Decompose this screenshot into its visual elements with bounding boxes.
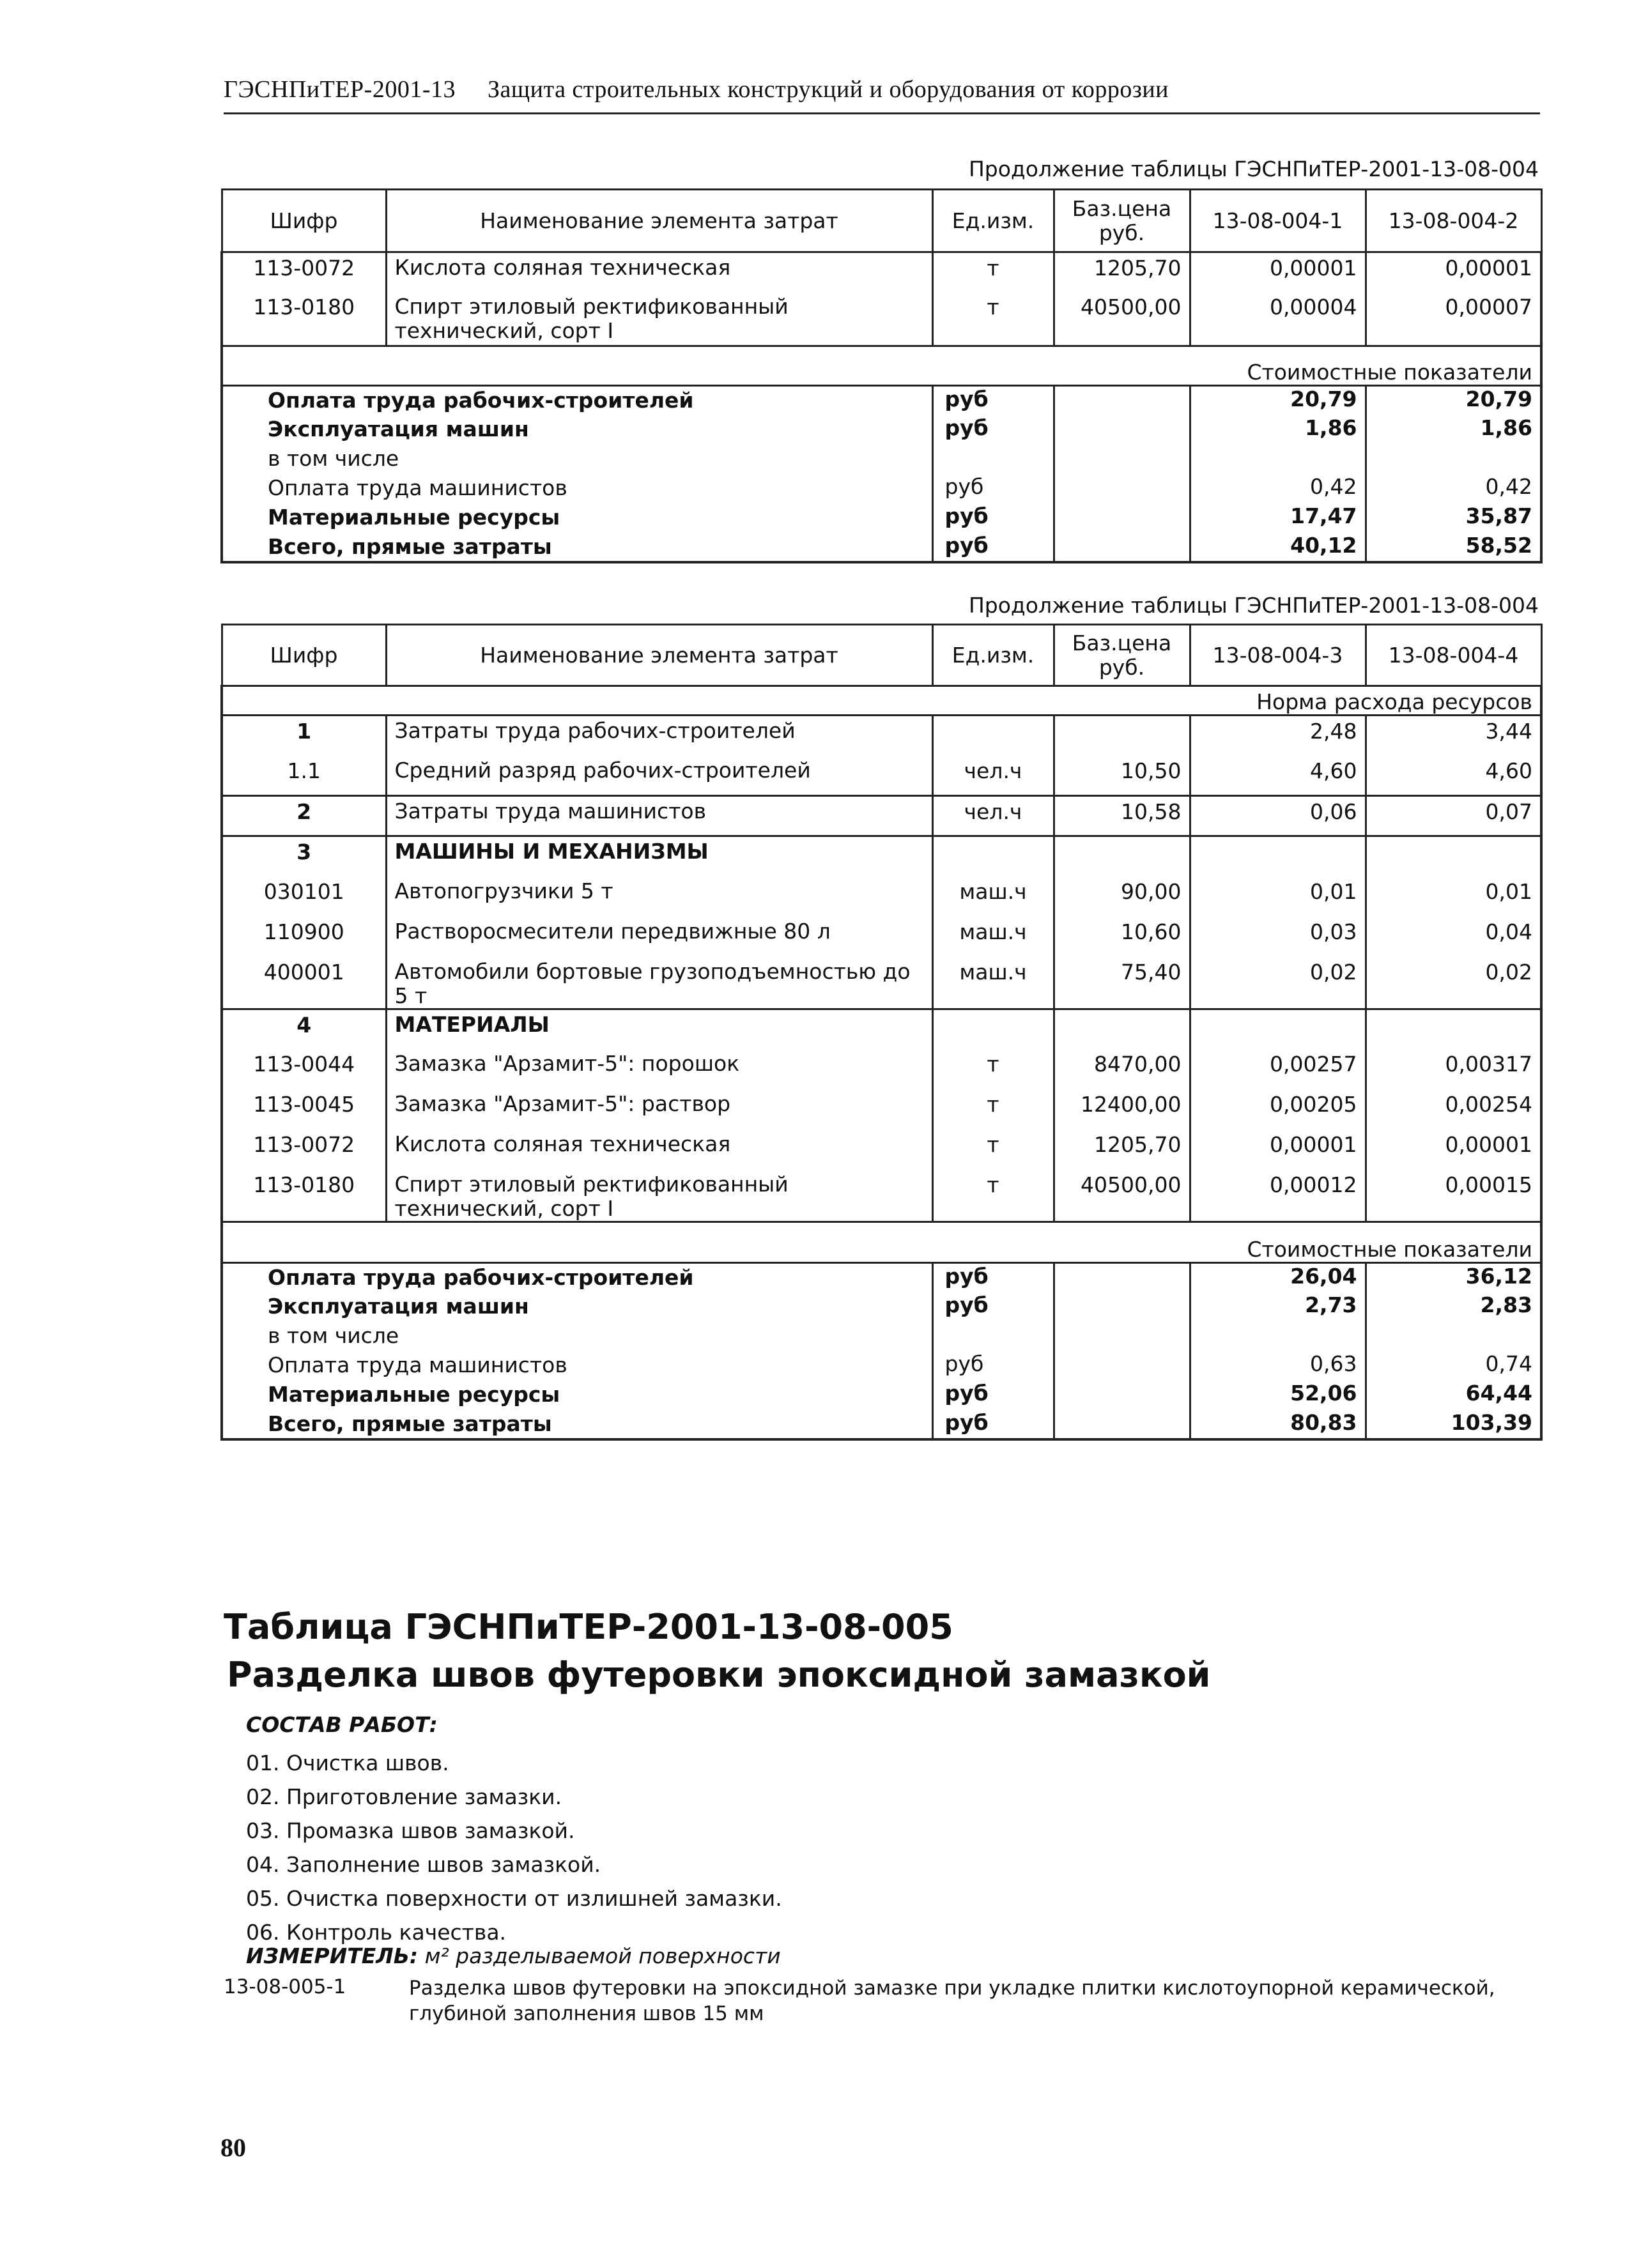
row-code: 113-0180 xyxy=(222,1170,386,1222)
meter-label: ИЗМЕРИТЕЛЬ: xyxy=(246,1943,419,1968)
col-price: Баз.цена руб. xyxy=(1054,625,1190,686)
cost-unit: руб xyxy=(932,533,1054,562)
row-value-2: 3,44 xyxy=(1366,716,1541,756)
cost-value-1: 80,83 xyxy=(1190,1410,1366,1439)
row-price: 10,58 xyxy=(1054,796,1190,836)
cost-section-label: Стоимостные показатели xyxy=(222,1222,1541,1263)
row-name: Автомобили бортовые грузоподъемностью до 5 т xyxy=(386,957,932,1009)
cost-unit xyxy=(932,445,1054,474)
row-value-1: 0,00004 xyxy=(1190,292,1366,346)
row-code: 113-0044 xyxy=(222,1049,386,1089)
row-value-1: 0,00257 xyxy=(1190,1049,1366,1089)
table-row xyxy=(222,917,1541,957)
row-value-2: 0,00007 xyxy=(1366,292,1541,346)
row-name: МАШИНЫ И МЕХАНИЗМЫ xyxy=(386,836,932,877)
row-unit xyxy=(932,836,1054,877)
row-unit: т xyxy=(932,1049,1054,1089)
table-row xyxy=(222,1009,1541,1049)
row-value-2: 0,07 xyxy=(1366,796,1541,836)
table-row xyxy=(222,716,1541,756)
cost-value-1: 0,42 xyxy=(1190,474,1366,503)
cost-name: Оплата труда машинистов xyxy=(222,474,932,503)
col-unit: Ед.изм. xyxy=(932,190,1054,252)
cost-name: в том числе xyxy=(222,445,932,474)
row-value-1: 0,02 xyxy=(1190,957,1366,1009)
cost-empty xyxy=(1054,1410,1190,1439)
cost-empty xyxy=(1054,1322,1190,1351)
cost-empty xyxy=(1054,445,1190,474)
cost-value-2: 103,39 xyxy=(1366,1410,1541,1439)
cost-empty xyxy=(1054,503,1190,533)
cost-name: Эксплуатация машин xyxy=(222,415,932,445)
row-value-1: 0,00001 xyxy=(1190,1130,1366,1170)
row-value-2: 0,00317 xyxy=(1366,1049,1541,1089)
row-price: 8470,00 xyxy=(1054,1049,1190,1089)
cost-value-2 xyxy=(1366,445,1541,474)
row-price: 1205,70 xyxy=(1054,1130,1190,1170)
row-price: 90,00 xyxy=(1054,877,1190,917)
row-code: 113-0072 xyxy=(222,1130,386,1170)
row-code: 400001 xyxy=(222,957,386,1009)
cost-row xyxy=(222,474,1541,503)
row-code: 030101 xyxy=(222,877,386,917)
row-value-1: 0,00012 xyxy=(1190,1170,1366,1222)
row-name: Кислота соляная техническая xyxy=(386,252,932,292)
row-unit: т xyxy=(932,1089,1054,1130)
row-price xyxy=(1054,1009,1190,1049)
row-value-1: 2,48 xyxy=(1190,716,1366,756)
col-name: Наименование элемента затрат xyxy=(386,625,932,686)
col-rate-4: 13-08-004-4 xyxy=(1366,625,1541,686)
cost-row xyxy=(222,415,1541,445)
cost-row xyxy=(222,386,1541,415)
table-row xyxy=(222,836,1541,877)
col-rate-3: 13-08-004-3 xyxy=(1190,625,1366,686)
row-price: 10,60 xyxy=(1054,917,1190,957)
cost-section-row xyxy=(222,1222,1541,1263)
table-subtitle: Разделка швов футеровки эпоксидной замазкой xyxy=(227,1655,1211,1695)
row-name: Спирт этиловый ректификованный технический, сорт I xyxy=(386,292,932,346)
row-price: 1205,70 xyxy=(1054,252,1190,292)
cost-empty xyxy=(1054,1381,1190,1410)
table-row xyxy=(222,756,1541,796)
cost-row xyxy=(222,445,1541,474)
row-unit: т xyxy=(932,1170,1054,1222)
cost-unit: руб xyxy=(932,1410,1054,1439)
table2-continuation: Продолжение таблицы ГЭСНПиТЕР-2001-13-08-004 xyxy=(968,593,1539,618)
cost-row xyxy=(222,1322,1541,1351)
cost-row xyxy=(222,1292,1541,1322)
cost-row xyxy=(222,1381,1541,1410)
row-unit: чел.ч xyxy=(932,756,1054,796)
row-code: 113-0180 xyxy=(222,292,386,346)
header-title: Защита строительных конструкций и оборудования от коррозии xyxy=(488,76,1169,103)
row-value-1: 0,03 xyxy=(1190,917,1366,957)
cost-value-1: 1,86 xyxy=(1190,415,1366,445)
cost-unit: руб xyxy=(932,1292,1054,1322)
table-row xyxy=(222,1049,1541,1089)
cost-unit: руб xyxy=(932,1351,1054,1381)
meter-line xyxy=(246,1943,781,1968)
table-title: Таблица ГЭСНПиТЕР-2001-13-08-005 xyxy=(224,1607,953,1647)
row-value-1 xyxy=(1190,836,1366,877)
row-value-2: 0,04 xyxy=(1366,917,1541,957)
table-row xyxy=(222,1130,1541,1170)
cost-value-1: 52,06 xyxy=(1190,1381,1366,1410)
header-code: ГЭСНПиТЕР-2001-13 xyxy=(224,76,456,103)
row-price: 40500,00 xyxy=(1054,292,1190,346)
row-unit xyxy=(932,1009,1054,1049)
cost-empty xyxy=(1054,415,1190,445)
col-unit: Ед.изм. xyxy=(932,625,1054,686)
cost-value-1: 17,47 xyxy=(1190,503,1366,533)
cost-value-2: 2,83 xyxy=(1366,1292,1541,1322)
cost-value-2: 0,42 xyxy=(1366,474,1541,503)
resource-table-1 xyxy=(220,188,1543,563)
rate-description: Разделка швов футеровки на эпоксидной замазке при укладке плитки кислотоупорной керамической, глубиной заполнения швов 15 мм xyxy=(409,1977,1495,2025)
composition-label: СОСТАВ РАБОТ: xyxy=(246,1712,438,1737)
cost-empty xyxy=(1054,1292,1190,1322)
cost-value-2: 20,79 xyxy=(1366,386,1541,415)
row-code: 3 xyxy=(222,836,386,877)
cost-unit xyxy=(932,1322,1054,1351)
step-item: 04. Заполнение швов замазкой. xyxy=(246,1852,601,1877)
col-code: Шифр xyxy=(222,190,386,252)
row-value-2: 0,00001 xyxy=(1366,252,1541,292)
cost-section-row xyxy=(222,346,1541,386)
cost-empty xyxy=(1054,533,1190,562)
resource-table-2 xyxy=(220,624,1543,1441)
row-unit: маш.ч xyxy=(932,957,1054,1009)
row-value-1: 0,01 xyxy=(1190,877,1366,917)
row-value-2: 0,00001 xyxy=(1366,1130,1541,1170)
row-unit: маш.ч xyxy=(932,877,1054,917)
row-name: Замазка "Арзамит-5": раствор xyxy=(386,1089,932,1130)
row-name: Замазка "Арзамит-5": порошок xyxy=(386,1049,932,1089)
cost-name: Оплата труда машинистов xyxy=(222,1351,932,1381)
row-name: Затраты труда машинистов xyxy=(386,796,932,836)
cost-row xyxy=(222,1351,1541,1381)
row-name: Затраты труда рабочих-строителей xyxy=(386,716,932,756)
cost-name: Всего, прямые затраты xyxy=(222,533,932,562)
row-price xyxy=(1054,716,1190,756)
row-value-2: 0,00015 xyxy=(1366,1170,1541,1222)
col-rate-1: 13-08-004-1 xyxy=(1190,190,1366,252)
cost-value-2: 36,12 xyxy=(1366,1263,1541,1292)
row-code: 113-0072 xyxy=(222,252,386,292)
row-name: Растворосмесители передвижные 80 л xyxy=(386,917,932,957)
col-name: Наименование элемента затрат xyxy=(386,190,932,252)
row-unit: маш.ч xyxy=(932,917,1054,957)
cost-unit: руб xyxy=(932,386,1054,415)
work-composition xyxy=(246,1712,782,1949)
cost-value-2: 35,87 xyxy=(1366,503,1541,533)
cost-value-1: 2,73 xyxy=(1190,1292,1366,1322)
row-price: 75,40 xyxy=(1054,957,1190,1009)
cost-row xyxy=(222,1263,1541,1292)
row-value-2: 0,00254 xyxy=(1366,1089,1541,1130)
cost-unit: руб xyxy=(932,415,1054,445)
step-item: 02. Приготовление замазки. xyxy=(246,1784,562,1809)
row-price xyxy=(1054,836,1190,877)
row-unit: т xyxy=(932,292,1054,346)
row-unit: чел.ч xyxy=(932,796,1054,836)
row-unit: т xyxy=(932,1130,1054,1170)
cost-empty xyxy=(1054,1351,1190,1381)
cost-name: Оплата труда рабочих-строителей xyxy=(222,386,932,415)
cost-value-1: 0,63 xyxy=(1190,1351,1366,1381)
row-name: Кислота соляная техническая xyxy=(386,1130,932,1170)
table-row xyxy=(222,957,1541,1009)
row-code: 113-0045 xyxy=(222,1089,386,1130)
page-number: 80 xyxy=(220,2133,246,2162)
row-name: МАТЕРИАЛЫ xyxy=(386,1009,932,1049)
row-value-2: 4,60 xyxy=(1366,756,1541,796)
cost-unit: руб xyxy=(932,474,1054,503)
cost-name: в том числе xyxy=(222,1322,932,1351)
table1-continuation: Продолжение таблицы ГЭСНПиТЕР-2001-13-08-004 xyxy=(968,157,1539,181)
cost-row xyxy=(222,1410,1541,1439)
row-value-1: 0,00205 xyxy=(1190,1089,1366,1130)
row-price: 12400,00 xyxy=(1054,1089,1190,1130)
row-value-1 xyxy=(1190,1009,1366,1049)
norm-section-label: Норма расхода ресурсов xyxy=(222,686,1541,716)
cost-name: Материальные ресурсы xyxy=(222,503,932,533)
row-value-1: 4,60 xyxy=(1190,756,1366,796)
row-name: Спирт этиловый ректификованный технический, сорт I xyxy=(386,1170,932,1222)
col-price: Баз.цена руб. xyxy=(1054,190,1190,252)
cost-row xyxy=(222,503,1541,533)
cost-value-1: 20,79 xyxy=(1190,386,1366,415)
row-value-2 xyxy=(1366,836,1541,877)
table-row xyxy=(222,796,1541,836)
row-name: Автопогрузчики 5 т xyxy=(386,877,932,917)
meter-unit: м² разделываемой поверхности xyxy=(424,1943,781,1968)
row-value-1: 0,06 xyxy=(1190,796,1366,836)
cost-value-1 xyxy=(1190,1322,1366,1351)
row-value-2: 0,01 xyxy=(1366,877,1541,917)
cost-value-1 xyxy=(1190,445,1366,474)
col-rate-2: 13-08-004-2 xyxy=(1366,190,1541,252)
page-header xyxy=(224,75,1540,114)
cost-empty xyxy=(1054,1263,1190,1292)
rate-code: 13-08-005-1 xyxy=(224,1975,346,1998)
row-code: 1.1 xyxy=(222,756,386,796)
row-code: 1 xyxy=(222,716,386,756)
cost-value-1: 40,12 xyxy=(1190,533,1366,562)
row-unit: т xyxy=(932,252,1054,292)
norm-section-row xyxy=(222,686,1541,716)
cost-name: Материальные ресурсы xyxy=(222,1381,932,1410)
step-item: 01. Очистка швов. xyxy=(246,1751,449,1775)
row-unit xyxy=(932,716,1054,756)
cost-unit: руб xyxy=(932,503,1054,533)
table-row xyxy=(222,877,1541,917)
cost-name: Всего, прямые затраты xyxy=(222,1410,932,1439)
table-row xyxy=(222,292,1541,346)
row-code: 2 xyxy=(222,796,386,836)
cost-empty xyxy=(1054,386,1190,415)
row-value-2: 0,02 xyxy=(1366,957,1541,1009)
row-value-1: 0,00001 xyxy=(1190,252,1366,292)
cost-name: Эксплуатация машин xyxy=(222,1292,932,1322)
cost-value-1: 26,04 xyxy=(1190,1263,1366,1292)
cost-value-2: 0,74 xyxy=(1366,1351,1541,1381)
cost-unit: руб xyxy=(932,1381,1054,1410)
cost-empty xyxy=(1054,474,1190,503)
step-item: 03. Промазка швов замазкой. xyxy=(246,1818,575,1843)
cost-value-2 xyxy=(1366,1322,1541,1351)
cost-row xyxy=(222,533,1541,562)
step-item: 06. Контроль качества. xyxy=(246,1920,507,1945)
step-item: 05. Очистка поверхности от излишней замазки. xyxy=(246,1886,782,1911)
row-price: 10,50 xyxy=(1054,756,1190,796)
row-name: Средний разряд рабочих-строителей xyxy=(386,756,932,796)
cost-unit: руб xyxy=(932,1263,1054,1292)
row-code: 4 xyxy=(222,1009,386,1049)
row-price: 40500,00 xyxy=(1054,1170,1190,1222)
cost-value-2: 1,86 xyxy=(1366,415,1541,445)
row-value-2 xyxy=(1366,1009,1541,1049)
cost-name: Оплата труда рабочих-строителей xyxy=(222,1263,932,1292)
cost-value-2: 64,44 xyxy=(1366,1381,1541,1410)
cost-value-2: 58,52 xyxy=(1366,533,1541,562)
table-row xyxy=(222,252,1541,292)
cost-section-label: Стоимостные показатели xyxy=(222,346,1541,386)
row-code: 110900 xyxy=(222,917,386,957)
table-row xyxy=(222,1170,1541,1222)
col-code: Шифр xyxy=(222,625,386,686)
table-row xyxy=(222,1089,1541,1130)
